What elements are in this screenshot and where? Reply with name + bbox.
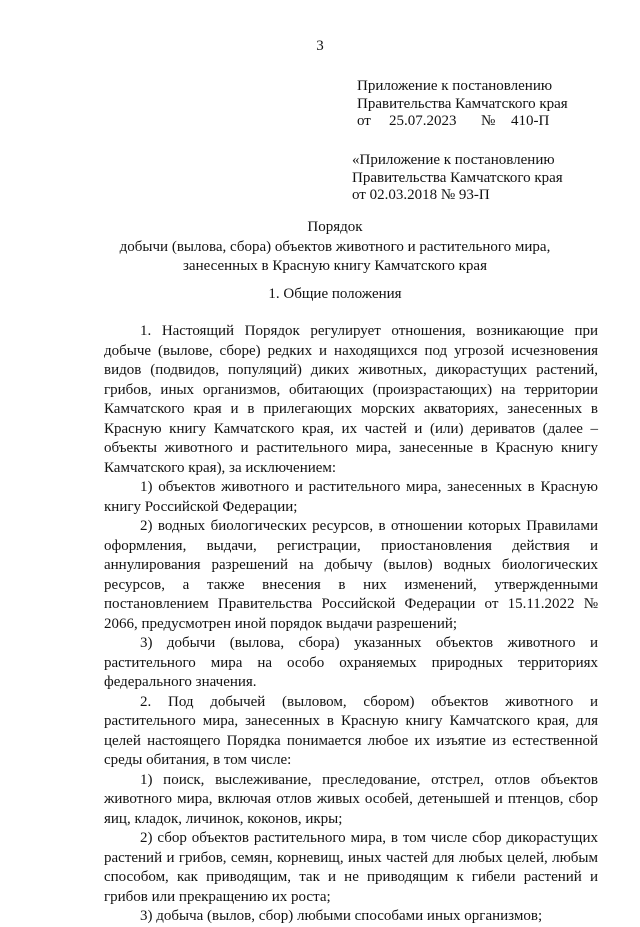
paragraph: 1) поиск, выслеживание, преследование, отстрел, отлов объектов животного мира, включая отлов живых особей, детенышей и птенцов, сбор яиц, кладок, личинок, коконов, икры; xyxy=(104,771,598,827)
paragraph: 1. Настоящий Порядок регулирует отношения, возникающие при добыче (вылове, сборе) редких и находящихся под угрозой исчезновения видов (подвидов, популяций) диких животных, дикорастущих растений, грибов, иных организмов, обитающих (произрастающих) на территории Камчатского края и в прилегающих морских акваториях, занесенных в Красную книгу Камчатского края, их частей и (или) дериватов (далее – объекты животного и растительного мира, занесенные в Красную книгу Камчатского края), за исключением: xyxy=(104,323,598,476)
appendix-date-number-line xyxy=(357,113,568,131)
appendix-number: 410-П xyxy=(511,113,550,129)
date-prefix: от xyxy=(357,113,371,129)
paragraph: 3) добыча (вылов, сбор) любыми способами иных организмов; xyxy=(140,908,543,924)
appendix-header-old xyxy=(352,152,563,205)
title-line-2: добычи (вылова, сбора) объектов животного и растительного мира, xyxy=(119,238,551,255)
title-line-1: Порядок xyxy=(307,219,363,235)
appendix-header-new xyxy=(357,78,568,131)
appendix-old-line-2: Правительства Камчатского края xyxy=(352,169,563,186)
section-heading: 1. Общие положения xyxy=(268,286,402,302)
paragraph: 2) сбор объектов растительного мира, в том числе сбор дикорастущих растений и грибов, семян, корневищ, иных частей для любых целей, любым способом, как приводящим, так и не приводящим к гибели растений и грибов или прекращению их роста; xyxy=(104,830,598,905)
paragraph: 2) водных биологических ресурсов, в отношении которых Правилами оформления, выдачи, регистрации, приостановления действия и аннулирования разрешений на добычу (вылов) водных биологических ресурсов, а также внесения в них изменений, утвержденными постановлением Правительства Российской Федерации от 15.11.2022 № 2066, предусмотрен иной порядок выдачи разрешений; xyxy=(104,518,598,632)
appendix-old-line-3: от 02.03.2018 № 93-П xyxy=(352,187,490,203)
body-text xyxy=(104,322,598,927)
paragraph: 3) добычи (вылова, сбора) указанных объектов животного и растительного мира на особо охраняемых природных территориях федерального значения. xyxy=(104,635,598,690)
appendix-date: 25.07.2023 xyxy=(389,113,457,129)
appendix-old-line-1: «Приложение к постановлению xyxy=(352,152,555,168)
appendix-line-2: Правительства Камчатского края xyxy=(357,95,568,112)
paragraph: 2. Под добычей (выловом, сбором) объектов животного и растительного мира, занесенных в Красную книгу Камчатского края, для целей настоящего Порядка понимается любое их изъятие из естественной среды обитания, в том числе: xyxy=(104,693,598,768)
paragraph: 1) объектов животного и растительного мира, занесенных в Красную книгу Российской Федерации; xyxy=(104,479,598,515)
number-prefix: № xyxy=(481,113,496,129)
document-title xyxy=(100,218,570,277)
title-line-3: занесенных в Красную книгу Камчатского края xyxy=(183,258,487,274)
page-number: 3 xyxy=(316,38,324,54)
appendix-line-1: Приложение к постановлению xyxy=(357,78,553,94)
